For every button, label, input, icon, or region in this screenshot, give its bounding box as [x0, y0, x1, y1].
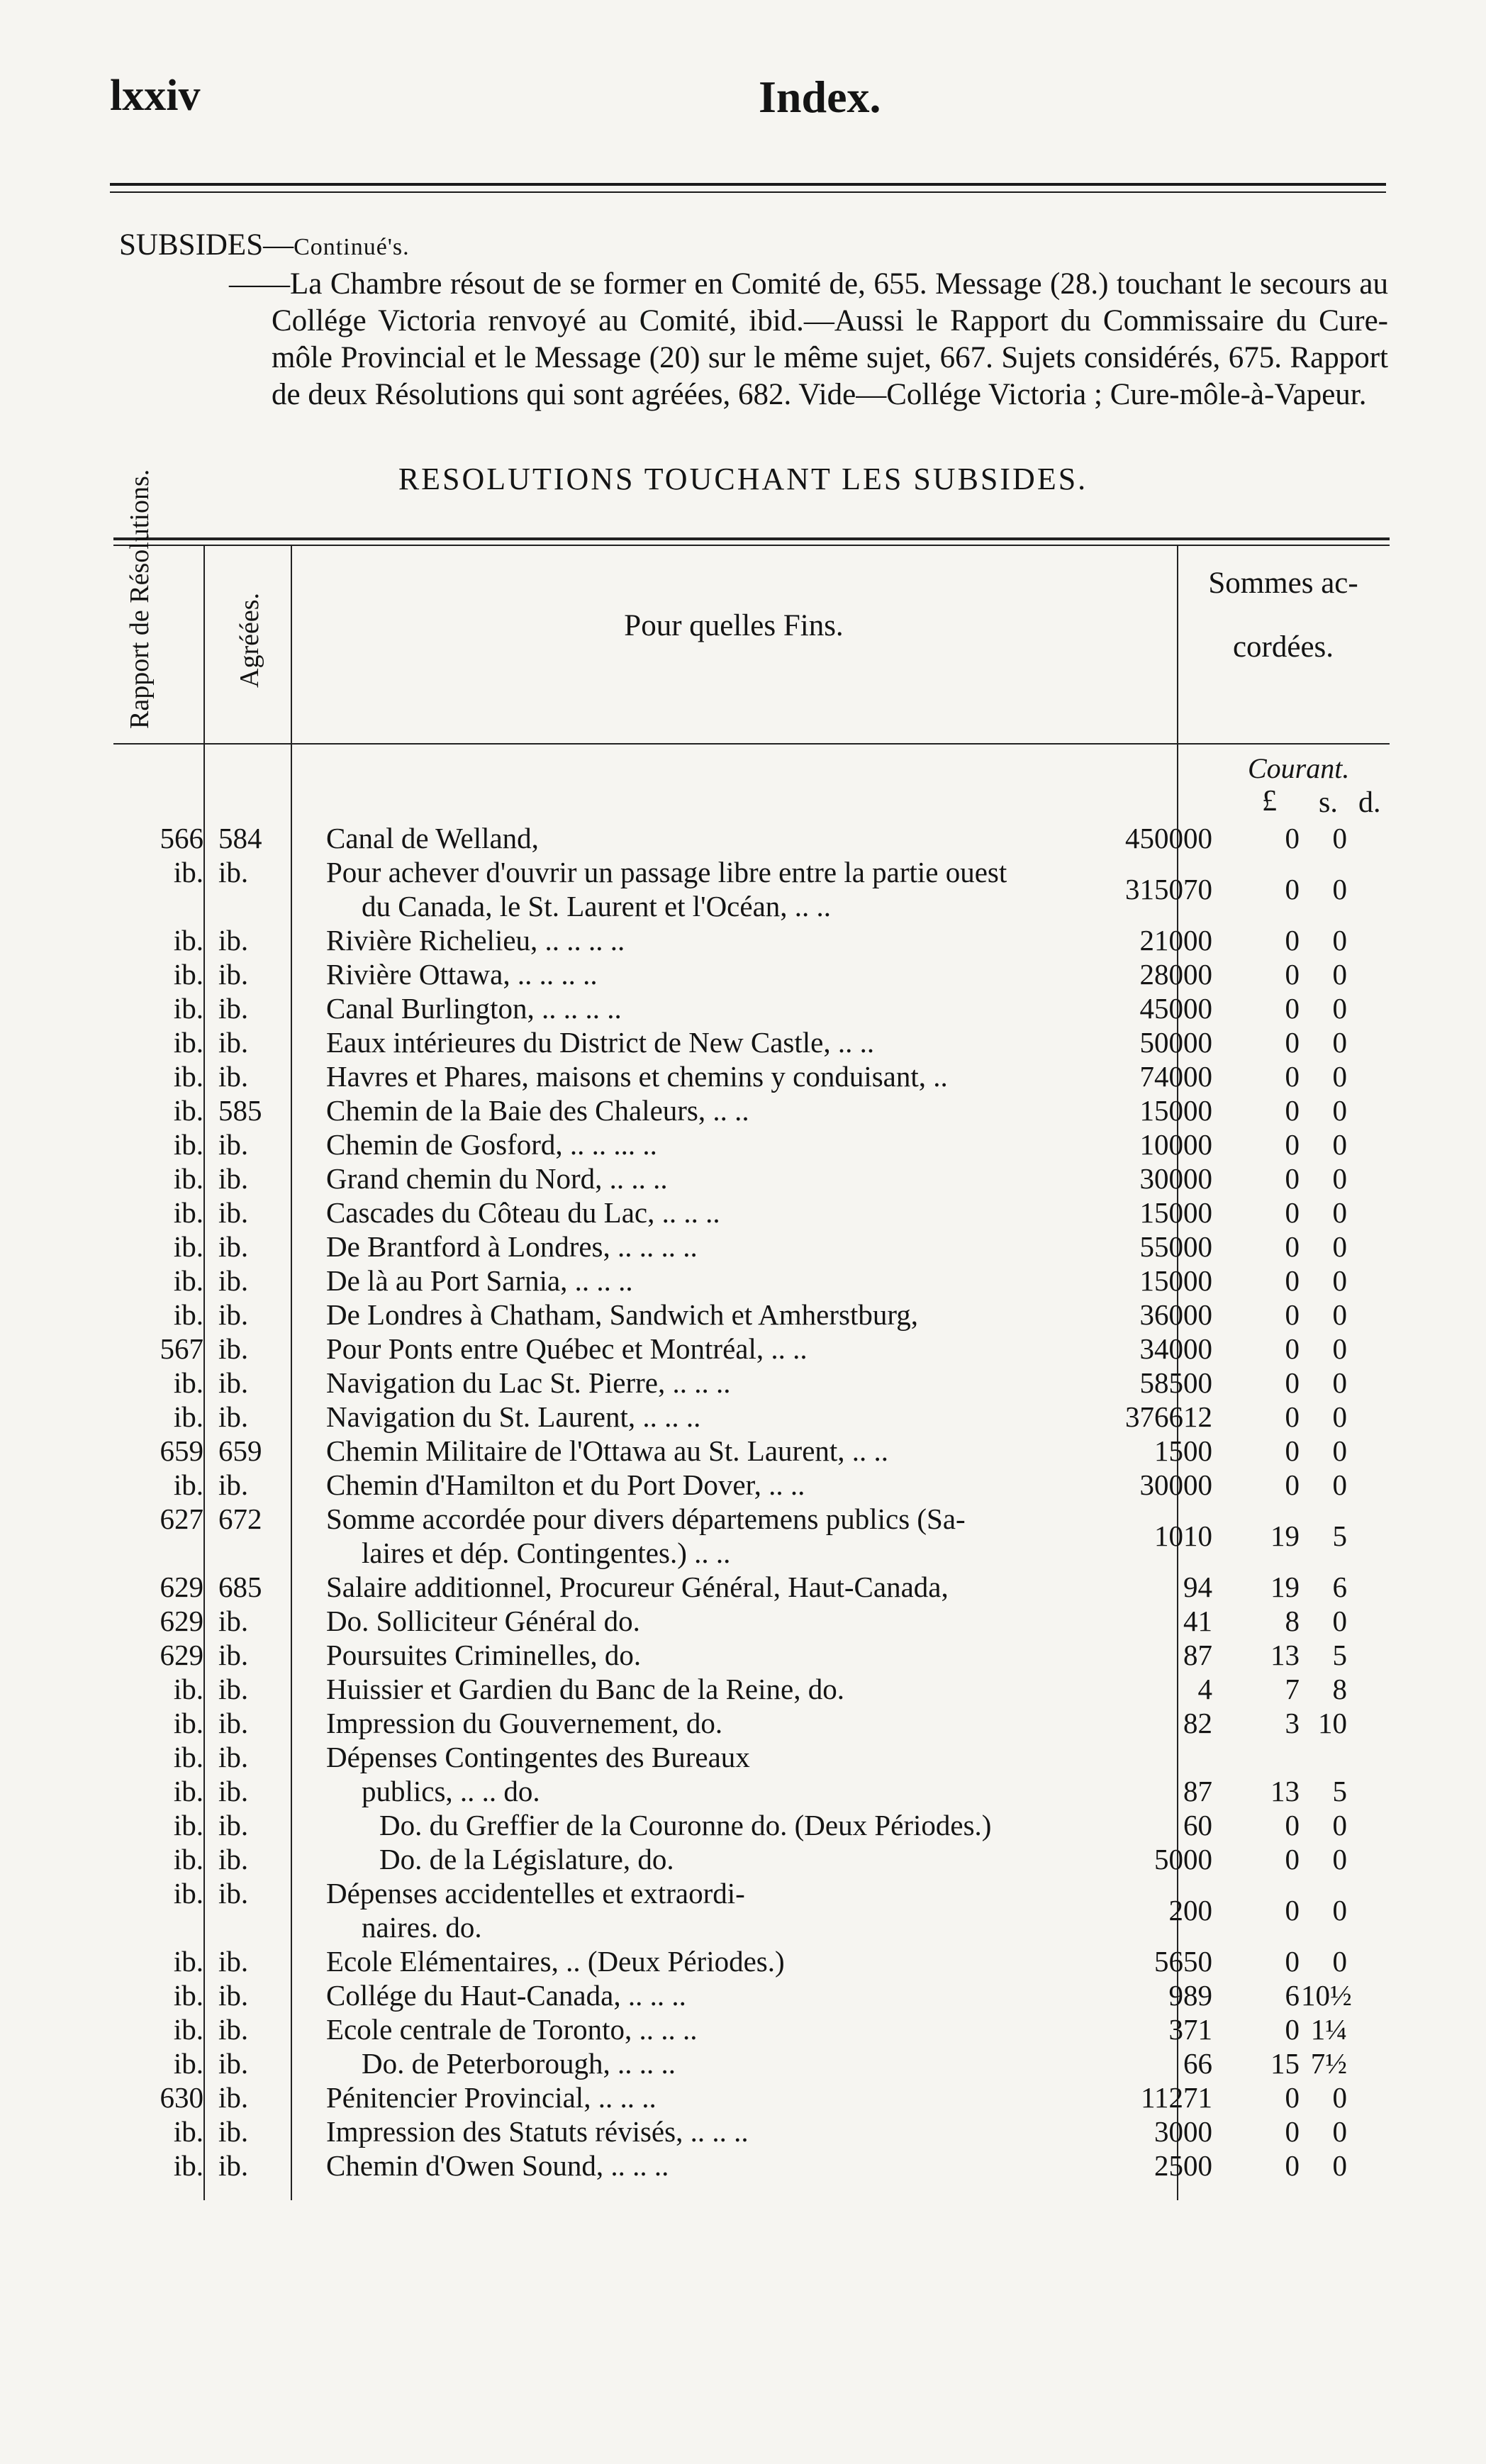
amount-shillings: 0 [1285, 2149, 1300, 2182]
entry-text: ——La Chambre résout de se former en Comité de, 655. Message (28.) touchant le secours au Collége Victoria renvoyé au Comité, ibid.—Aussi le Rapport du Commissaire du Cure-môle Provincial et le Message (20) sur le même sujet, 667. Sujets considérés, 675. Rapport de deux Résolutions qui sont agréées, 682. Vide—Collége Victoria ; Cure-môle-à-Vapeur. [229, 267, 1388, 411]
report-number: ib. [173, 1707, 203, 1739]
amount-pounds: 50000 [1139, 1026, 1212, 1059]
currency-label: Courant. [1248, 752, 1350, 784]
purpose-line: Eaux intérieures du District de New Castle, .. .. [326, 1026, 875, 1059]
purpose-line: Chemin de la Baie des Chaleurs, .. .. [326, 1094, 749, 1127]
header-report: Rapport de Résolutions. [125, 469, 155, 729]
amount-pounds: 66 [1183, 2047, 1212, 2080]
amount-pounds: 11271 [1141, 2081, 1212, 2114]
table-row [113, 1638, 1390, 1672]
amount-pence: 7½ [1310, 2047, 1347, 2080]
report-number: ib. [173, 1026, 203, 1059]
purpose-line: Pénitencier Provincial, .. .. .. [326, 2081, 657, 2114]
agreed-number: ib. [218, 924, 249, 957]
amount-pence: 0 [1332, 1162, 1347, 1195]
amount-pounds: 450000 [1125, 822, 1212, 854]
table-row [113, 957, 1390, 991]
amount-pence: 0 [1332, 2149, 1347, 2182]
purpose-line: Chemin d'Owen Sound, .. .. .. [326, 2149, 669, 2182]
table-row [113, 923, 1390, 957]
amount-shillings: 3 [1285, 1707, 1300, 1739]
agreed-number: ib. [218, 1775, 249, 1807]
table-row [113, 2114, 1390, 2148]
amount-pence: 10½ [1301, 1979, 1352, 2012]
agreed-number: 659 [218, 1434, 262, 1467]
amount-pounds: 34000 [1139, 1332, 1212, 1365]
page-title: Index. [759, 72, 881, 122]
table-row [113, 2148, 1390, 2183]
table-row [113, 1093, 1390, 1127]
amount-shillings: 0 [1285, 2081, 1300, 2114]
purpose-line: De Londres à Chatham, Sandwich et Amherstburg, [326, 1298, 919, 1331]
amount-shillings: 0 [1285, 1332, 1300, 1365]
amount-shillings: 0 [1285, 958, 1300, 991]
agreed-number: ib. [218, 1230, 249, 1263]
table-row [113, 991, 1390, 1025]
amount-shillings: 0 [1285, 1196, 1300, 1229]
header-bottom-rule [113, 743, 1390, 745]
table-row [113, 1230, 1390, 1264]
purpose-line: Dépenses accidentelles et extraordi- [326, 1877, 745, 1910]
amount-pence: 0 [1332, 1605, 1347, 1637]
amount-shillings: 0 [1285, 1230, 1300, 1263]
amount-pounds: 28000 [1139, 958, 1212, 991]
agreed-number: 584 [218, 822, 262, 854]
purpose-line: Dépenses Contingentes des Bureaux [326, 1741, 750, 1773]
table-row [113, 821, 1390, 855]
agreed-number: ib. [218, 1979, 249, 2012]
agreed-number: ib. [218, 2115, 249, 2148]
amount-pounds: 371 [1168, 2013, 1212, 2046]
amount-pence: 0 [1332, 822, 1347, 854]
report-number: ib. [173, 1196, 203, 1229]
table-row [113, 1400, 1390, 1434]
amount-shillings: 19 [1270, 1571, 1300, 1603]
table-row [113, 1434, 1390, 1468]
amount-pence: 1¼ [1310, 2013, 1347, 2046]
agreed-number: ib. [218, 1128, 249, 1161]
table-row [113, 1366, 1390, 1400]
amount-pence: 0 [1332, 1434, 1347, 1467]
agreed-number: ib. [218, 1809, 249, 1841]
amount-pence: 0 [1332, 1128, 1347, 1161]
purpose-line: Havres et Phares, maisons et chemins y conduisant, .. [326, 1060, 948, 1093]
unit-pound: £ [1262, 785, 1277, 818]
report-number: ib. [173, 1775, 203, 1807]
table-row [113, 1842, 1390, 1876]
amount-pence: 0 [1332, 1945, 1347, 1978]
amount-pounds: 87 [1183, 1775, 1212, 1807]
agreed-number: ib. [218, 1843, 249, 1875]
report-number: ib. [173, 1468, 203, 1501]
amount-pounds: 30000 [1139, 1468, 1212, 1501]
table-row [113, 1740, 1390, 1774]
amount-pounds: 5650 [1154, 1945, 1212, 1978]
amount-shillings: 0 [1285, 1026, 1300, 1059]
purpose-continuation: naires. do. [362, 1911, 482, 1944]
table-row [113, 1808, 1390, 1842]
report-number: ib. [173, 1809, 203, 1841]
report-number: 629 [160, 1571, 203, 1603]
amount-pence: 0 [1332, 873, 1347, 905]
amount-shillings: 0 [1285, 1162, 1300, 1195]
amount-shillings: 15 [1270, 2047, 1300, 2080]
header-amount-2: cordées. [1232, 630, 1334, 664]
amount-pence: 0 [1332, 2081, 1347, 2114]
amount-shillings: 0 [1285, 1298, 1300, 1331]
amount-shillings: 13 [1270, 1639, 1300, 1671]
amount-pounds: 41 [1183, 1605, 1212, 1637]
amount-pence: 0 [1332, 1332, 1347, 1365]
amount-pounds: 15000 [1139, 1094, 1212, 1127]
purpose-line: Canal Burlington, .. .. .. .. [326, 992, 622, 1025]
amount-pence: 0 [1332, 1400, 1347, 1433]
amount-pounds: 10000 [1139, 1128, 1212, 1161]
amount-pence: 0 [1332, 1196, 1347, 1229]
amount-pounds: 15000 [1139, 1264, 1212, 1297]
amount-pence: 0 [1332, 1809, 1347, 1841]
amount-pence: 0 [1332, 1230, 1347, 1263]
table-row [113, 1570, 1390, 1604]
purpose-line: Impression du Gouvernement, do. [326, 1707, 723, 1739]
purpose-line: Navigation du St. Laurent, .. .. .. [326, 1400, 701, 1433]
header-amount-1: Sommes ac- [1208, 567, 1358, 600]
amount-shillings: 0 [1285, 1366, 1300, 1399]
table-row [113, 1876, 1390, 1944]
amount-shillings: 0 [1285, 1894, 1300, 1927]
amount-pounds: 200 [1168, 1894, 1212, 1927]
amount-shillings: 0 [1285, 1094, 1300, 1127]
purpose-line: Do. de la Législature, do. [379, 1843, 674, 1875]
table-top-rule [113, 537, 1390, 540]
amount-pounds: 1010 [1154, 1520, 1212, 1552]
report-number: ib. [173, 856, 203, 888]
purpose-line: Grand chemin du Nord, .. .. .. [326, 1162, 668, 1195]
report-number: ib. [173, 1298, 203, 1331]
report-number: ib. [173, 1366, 203, 1399]
amount-pounds: 1500 [1154, 1434, 1212, 1467]
purpose-line: Do. de Peterborough, .. .. .. [362, 2047, 676, 2080]
unit-shillings: s. [1319, 786, 1338, 819]
report-number: ib. [173, 1945, 203, 1978]
amount-pounds: 4 [1197, 1673, 1212, 1705]
amount-pounds: 58500 [1139, 1366, 1212, 1399]
agreed-number: ib. [218, 2047, 249, 2080]
table-row [113, 1195, 1390, 1230]
amount-pence: 10 [1318, 1707, 1347, 1739]
agreed-number: ib. [218, 1639, 249, 1671]
report-number: ib. [173, 1673, 203, 1705]
amount-pounds: 21000 [1139, 924, 1212, 957]
purpose-line: Ecole Elémentaires, .. (Deux Périodes.) [326, 1945, 785, 1978]
table-row [113, 1025, 1390, 1059]
amount-shillings: 0 [1285, 1843, 1300, 1875]
amount-pounds: 55000 [1139, 1230, 1212, 1263]
table-row [113, 1264, 1390, 1298]
amount-shillings: 6 [1285, 1979, 1300, 2012]
agreed-number: ib. [218, 1332, 249, 1365]
table-row [113, 1298, 1390, 1332]
table-row [113, 1672, 1390, 1706]
agreed-number: ib. [218, 1945, 249, 1978]
agreed-number: ib. [218, 1741, 249, 1773]
purpose-continuation: du Canada, le St. Laurent et l'Océan, .. .. [362, 890, 832, 922]
report-number: ib. [173, 1264, 203, 1297]
purpose-line: De là au Port Sarnia, .. .. .. [326, 1264, 633, 1297]
table-top-rule-thin [113, 545, 1390, 546]
amount-pounds: 36000 [1139, 1298, 1212, 1331]
purpose-line: Do. Solliciteur Général do. [326, 1605, 640, 1637]
report-number: ib. [173, 924, 203, 957]
table-row [113, 1468, 1390, 1502]
purpose-line: Cascades du Côteau du Lac, .. .. .. [326, 1196, 720, 1229]
agreed-number: ib. [218, 2013, 249, 2046]
table-row [113, 1706, 1390, 1740]
purpose-line: Pour achever d'ouvrir un passage libre entre la partie ouest [326, 856, 1007, 888]
agreed-number: ib. [218, 958, 249, 991]
amount-pounds: 15000 [1139, 1196, 1212, 1229]
amount-pence: 0 [1332, 924, 1347, 957]
purpose-line: Canal de Welland, [326, 822, 539, 854]
report-number: ib. [173, 1060, 203, 1093]
amount-pence: 5 [1332, 1520, 1347, 1552]
agreed-number: ib. [218, 2081, 249, 2114]
amount-pence: 5 [1332, 1639, 1347, 1671]
purpose-line: Salaire additionnel, Procureur Général, Haut-Canada, [326, 1571, 949, 1603]
report-number: 629 [160, 1639, 203, 1671]
amount-shillings: 0 [1285, 1945, 1300, 1978]
purpose-line: Pour Ponts entre Québec et Montréal, .. .. [326, 1332, 808, 1365]
table-row [113, 2046, 1390, 2080]
amount-pounds: 315070 [1125, 873, 1212, 905]
purpose-line: Ecole centrale de Toronto, .. .. .. [326, 2013, 698, 2046]
report-number: ib. [173, 1230, 203, 1263]
amount-pence: 0 [1332, 1026, 1347, 1059]
agreed-number: ib. [218, 1707, 249, 1739]
purpose-line: Somme accordée pour divers départemens publics (Sa- [326, 1503, 966, 1535]
agreed-number: 672 [218, 1503, 262, 1535]
agreed-number: ib. [218, 1468, 249, 1501]
purpose-line: Collége du Haut-Canada, .. .. .. [326, 1979, 686, 2012]
amount-shillings: 0 [1285, 1468, 1300, 1501]
agreed-number: ib. [218, 1060, 249, 1093]
amount-shillings: 0 [1285, 1060, 1300, 1093]
amount-pence: 0 [1332, 958, 1347, 991]
purpose-line: Impression des Statuts révisés, .. .. .. [326, 2115, 749, 2148]
amount-pence: 0 [1332, 1843, 1347, 1875]
purpose-line: Navigation du Lac St. Pierre, .. .. .. [326, 1366, 731, 1399]
amount-shillings: 0 [1285, 1128, 1300, 1161]
amount-shillings: 0 [1285, 992, 1300, 1025]
report-number: ib. [173, 992, 203, 1025]
amount-pounds: 74000 [1139, 1060, 1212, 1093]
purpose-line: Chemin de Gosford, .. .. ... .. [326, 1128, 657, 1161]
report-number: ib. [173, 2115, 203, 2148]
report-number: ib. [173, 2149, 203, 2182]
purpose-continuation: laires et dép. Contingentes.) .. .. [362, 1537, 731, 1569]
report-number: 567 [160, 1332, 203, 1365]
agreed-number: ib. [218, 1366, 249, 1399]
header-agreed: Agréées. [235, 593, 264, 688]
agreed-number: ib. [218, 856, 249, 888]
amount-pounds: 45000 [1139, 992, 1212, 1025]
amount-shillings: 0 [1285, 2013, 1300, 2046]
purpose-line: De Brantford à Londres, .. .. .. .. [326, 1230, 698, 1263]
agreed-number: ib. [218, 1673, 249, 1705]
amount-pence: 8 [1332, 1673, 1347, 1705]
amount-pounds: 2500 [1154, 2149, 1212, 2182]
amount-pounds: 82 [1183, 1707, 1212, 1739]
table-rows [113, 821, 1390, 2183]
report-number: ib. [173, 1979, 203, 2012]
purpose-text [326, 1740, 1198, 1774]
agreed-number: ib. [218, 1605, 249, 1637]
table-row [113, 2012, 1390, 2046]
amount-pence: 0 [1332, 1298, 1347, 1331]
amount-shillings: 0 [1285, 873, 1300, 905]
agreed-number: ib. [218, 1162, 249, 1195]
amount-pounds: 3000 [1154, 2115, 1212, 2148]
report-number: ib. [173, 1094, 203, 1127]
amount-pounds: 30000 [1139, 1162, 1212, 1195]
amount-shillings: 0 [1285, 1264, 1300, 1297]
report-number: 566 [160, 822, 203, 854]
report-number: ib. [173, 958, 203, 991]
agreed-number: ib. [218, 2149, 249, 2182]
purpose-line: publics, .. .. do. [362, 1775, 540, 1807]
amount-pounds: 60 [1183, 1809, 1212, 1841]
table-row [113, 1978, 1390, 2012]
section-title: RESOLUTIONS TOUCHANT LES SUBSIDES. [398, 462, 1088, 496]
table-row [113, 1604, 1390, 1638]
table-row [113, 1502, 1390, 1570]
agreed-number: ib. [218, 1298, 249, 1331]
amount-shillings: 7 [1285, 1673, 1300, 1705]
amount-pounds: 376612 [1125, 1400, 1212, 1433]
amount-shillings: 8 [1285, 1605, 1300, 1637]
agreed-number: ib. [218, 992, 249, 1025]
table-row [113, 1161, 1390, 1195]
agreed-number: ib. [218, 1264, 249, 1297]
report-number: ib. [173, 1400, 203, 1433]
amount-shillings: 13 [1270, 1775, 1300, 1807]
amount-pence: 0 [1332, 992, 1347, 1025]
purpose-line: Poursuites Criminelles, do. [326, 1639, 642, 1671]
index-entry [119, 227, 1388, 413]
table-row [113, 1332, 1390, 1366]
amount-pence: 6 [1332, 1571, 1347, 1603]
purpose-line: Huissier et Gardien du Banc de la Reine, do. [326, 1673, 844, 1705]
agreed-number: ib. [218, 1196, 249, 1229]
table-row [113, 1127, 1390, 1161]
agreed-number: 585 [218, 1094, 262, 1127]
agreed-number: 685 [218, 1571, 262, 1603]
agreed-number: ib. [218, 1877, 249, 1910]
report-number: ib. [173, 1741, 203, 1773]
amount-pence: 0 [1332, 1366, 1347, 1399]
table-row [113, 2080, 1390, 2114]
report-number: ib. [173, 1877, 203, 1910]
amount-shillings: 0 [1285, 1400, 1300, 1433]
amount-pence: 0 [1332, 1894, 1347, 1927]
report-number: ib. [173, 1128, 203, 1161]
entry-heading: SUBSIDES—Continué's. [119, 228, 410, 262]
amount-pence: 0 [1332, 1468, 1347, 1501]
table-row [113, 855, 1390, 923]
amount-shillings: 0 [1285, 1434, 1300, 1467]
amount-pounds: 989 [1168, 1979, 1212, 2012]
amount-shillings: 0 [1285, 1809, 1300, 1841]
purpose-line: Chemin d'Hamilton et du Port Dover, .. .. [326, 1468, 805, 1501]
report-number: ib. [173, 1843, 203, 1875]
amount-shillings: 19 [1270, 1520, 1300, 1552]
report-number: 627 [160, 1503, 203, 1535]
amount-pence: 0 [1332, 1060, 1347, 1093]
purpose-line: Rivière Richelieu, .. .. .. .. [326, 924, 625, 957]
report-number: 659 [160, 1434, 203, 1467]
amount-shillings: 0 [1285, 822, 1300, 854]
report-number: ib. [173, 2047, 203, 2080]
amount-pounds: 94 [1183, 1571, 1212, 1603]
amount-pounds: 5000 [1154, 1843, 1212, 1875]
amount-pence: 0 [1332, 1094, 1347, 1127]
report-number: ib. [173, 1162, 203, 1195]
purpose-line: Rivière Ottawa, .. .. .. .. [326, 958, 598, 991]
table-row [113, 1774, 1390, 1808]
report-number: 630 [160, 2081, 203, 2114]
amount-shillings: 0 [1285, 2115, 1300, 2148]
agreed-number: ib. [218, 1026, 249, 1059]
amount-pounds: 87 [1183, 1639, 1212, 1671]
table-row [113, 1059, 1390, 1093]
amount-shillings: 0 [1285, 924, 1300, 957]
agreed-number: ib. [218, 1400, 249, 1433]
amount-pence: 0 [1332, 1264, 1347, 1297]
purpose-line: Chemin Militaire de l'Ottawa au St. Laurent, .. .. [326, 1434, 889, 1467]
unit-pence: d. [1358, 786, 1381, 819]
purpose-line: Do. du Greffier de la Couronne do. (Deux Périodes.) [379, 1809, 992, 1841]
table-row [113, 1944, 1390, 1978]
report-number: 629 [160, 1605, 203, 1637]
running-head [110, 71, 1386, 135]
header-rule [110, 183, 1386, 193]
page-number: lxxiv [110, 72, 201, 120]
amount-pence: 0 [1332, 2115, 1347, 2148]
header-purpose: Pour quelles Fins. [624, 609, 844, 642]
report-number: ib. [173, 2013, 203, 2046]
amount-pence: 5 [1332, 1775, 1347, 1807]
